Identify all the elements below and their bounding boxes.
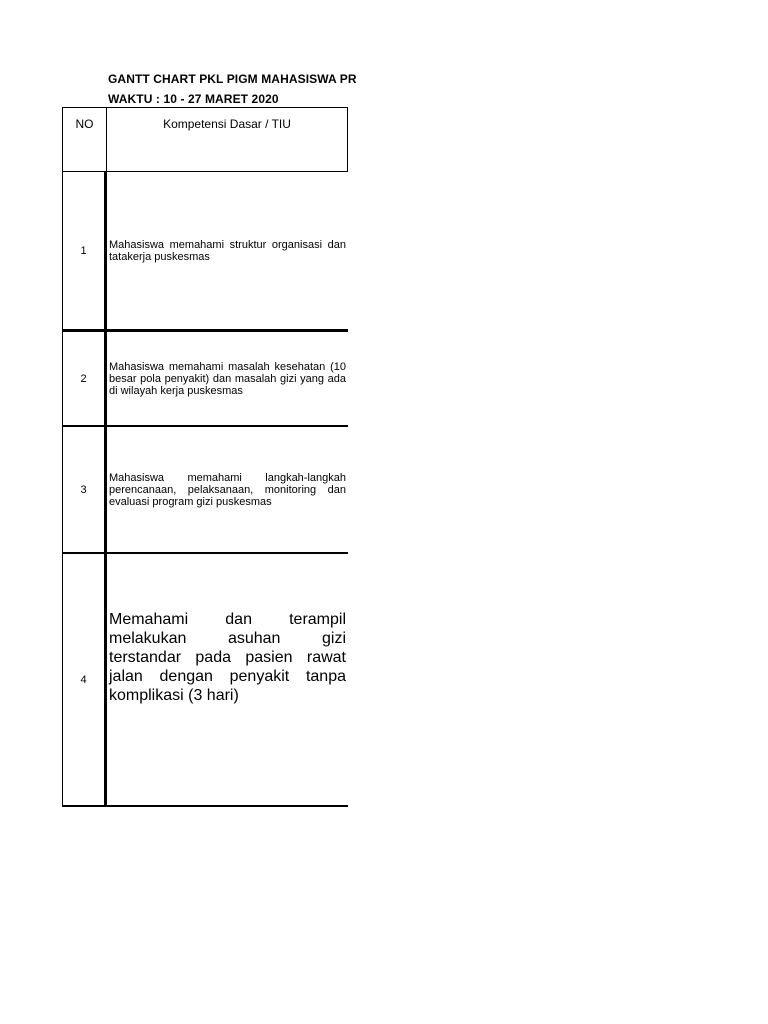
row-number: 2 bbox=[63, 332, 107, 425]
table-row bbox=[62, 554, 348, 807]
header-kompetensi: Kompetensi Dasar / TIU bbox=[163, 117, 291, 131]
row-competency-text: Mahasiswa memahami struktur organisasi dan tatakerja puskesmas bbox=[109, 238, 346, 263]
row-competency-cell bbox=[107, 332, 348, 425]
table-row bbox=[62, 427, 348, 554]
table-row bbox=[62, 332, 348, 427]
table-row bbox=[62, 172, 348, 332]
document-subtitle-date: WAKTU : 10 - 27 MARET 2020 bbox=[108, 92, 279, 106]
document-title: GANTT CHART PKL PIGM MAHASISWA PR bbox=[108, 72, 357, 86]
row-competency-text: Mahasiswa memahami masalah kesehatan (10 besar pola penyakit) dan masalah gizi yang ada di wilayah kerja puskesmas bbox=[109, 360, 346, 397]
header-no: NO bbox=[63, 108, 107, 171]
row-number: 3 bbox=[63, 427, 107, 552]
row-competency-text: Mahasiswa memahami langkah-langkah perencanaan, pelaksanaan, monitoring dan evaluasi program gizi puskesmas bbox=[109, 471, 346, 508]
row-number: 4 bbox=[63, 554, 107, 805]
competency-table bbox=[62, 107, 348, 807]
row-competency-cell bbox=[107, 427, 348, 552]
row-competency-text: Memahami dan terampil melakukan asuhan gizi terstandar pada pasien rawat jalan dengan penyakit tanpa komplikasi (3 hari) bbox=[109, 611, 346, 704]
row-competency-cell bbox=[107, 172, 348, 329]
row-number: 1 bbox=[63, 172, 107, 329]
table-header-row bbox=[62, 107, 348, 172]
row-competency-cell bbox=[107, 554, 348, 805]
